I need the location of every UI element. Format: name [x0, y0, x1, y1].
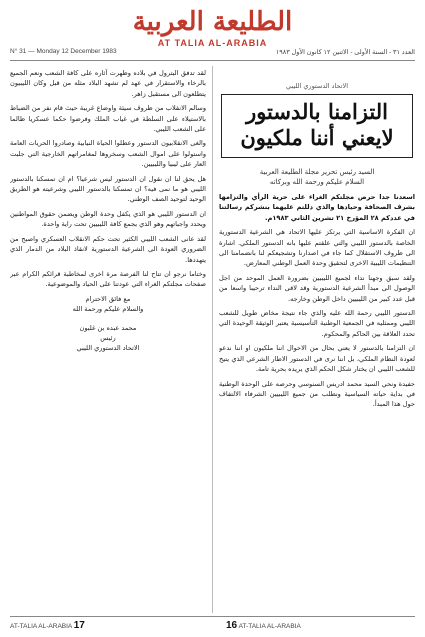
article-paragraph: حفيدة ونحي السيد محمد ادريس السنوسي وحرصه على الوحدة الوطنية في بداية حياته السياسية ونطلب من جميع الليبيين الشرفاء الالتفاف حول هذا المبدأ.: [219, 379, 415, 409]
page-footer: [10, 616, 415, 631]
article-paragraph: هل يحق لنا ان نقول ان الدستور ليس شرعيا؟ ام ان تمسكنا بالدستور الليبي هو ما نمى فيه؟ ان تمسكنا بالدستور الليبي وشرعيته هو الطريق الوحيد لتوحيد الصف الوطني.: [10, 174, 206, 204]
closing-line: والسلام عليكم ورحمة الله: [72, 305, 144, 314]
letter-greeting: السيد رئيس تحرير مجلة الطليعة العربية: [259, 168, 375, 176]
footer-left-name: AT-TALIA AL-ARABIA: [10, 623, 72, 630]
left-column: [10, 68, 206, 611]
article-paragraph: الدستور الليبي رحمة الله عليه والذي جاء نتيجة مخاض طويل للشعب الليبي وممثليه في الجمعية الوطنية التأسيسية يعتبر الوثيقة الوحيدة التي تحدد العلاقة بين الحاكم والمحكوم.: [219, 309, 415, 338]
issue-info-english: N° 31 — Monday 12 December 1983: [10, 48, 117, 55]
signature-title: رئيس: [100, 333, 116, 342]
masthead-logo-arabic: الطليعة العربية: [132, 7, 293, 37]
issue-line: [10, 48, 415, 61]
headline-line-1: التزامنا بالدستور: [246, 99, 388, 124]
article-paragraph: ولقد سبق وجهنا نداء لجميع الليبيين بضرورة العمل الموحد من اجل الوصول الى مبدأ الشرعية الدستورية وقد لاقى النداء ترحيبا واسعا من قبل عدد كبير من الليبيين داخل الوطن وخارجه.: [219, 273, 415, 303]
right-column: [219, 68, 415, 611]
article-paragraph: ان التزامنا بالدستور لا يعني بحال من الاحوال اننا ملكيون او اننا ندعو لعودة النظام الملكي، بل اننا نرى في الدستور الاطار الشرعي الذي يتيح للشعب الليبي ان يختار شكل الحكم الذي يريده بحرية تامة.: [219, 344, 415, 374]
masthead-logo-english: AT TALIA AL-ARABIA: [157, 38, 268, 48]
signature-block: [10, 323, 206, 354]
column-divider: [212, 66, 213, 613]
article-paragraph: ان الفكرة الاساسية التي يرتكز عليها الاتحاد هي الشرعية الدستورية الخاصة بالدستور الليبي والتي علقتم عليها بانه الدستور الملكي. اشارة الى ظروف الاستقلال كما جاء في اصدارنا وتشجيعكم لنا بانضمامنا الى التنظيمات الليبية الاخرى لتحقيق وحدة العمل الوطني المعارض.: [219, 228, 415, 268]
signature-name: محمد عبده بن غلبون: [79, 323, 137, 332]
footer-right-name: AT-TALIA AL-ARABIA: [238, 623, 301, 630]
article-paragraph: لقد عانى الشعب الليبي الكثير تحت حكم الانقلاب العسكري واصبح من الضروري العودة الى الشرعية الدستورية لانقاذ البلاد من الدمار الذي يتهددها.: [10, 234, 206, 264]
letter-salutation: السلام عليكم ورحمة الله وبركاته: [269, 178, 365, 186]
masthead: [0, 8, 425, 48]
article-paragraph: ان الدستور الليبي هو الذي يكفل وحدة الوطن ويضمن حقوق المواطنين ويحدد واجباتهم وهو الذي يجمع كافة الليبيين تحت راية واحدة.: [10, 209, 206, 229]
article-paragraph: وختاما نرجو ان تتاح لنا الفرصة مرة اخرى لمخاطبة قرائكم الكرام عبر صفحات مجلتكم الغراء التي عودتنا على الحياد والموضوعية.: [10, 269, 206, 289]
article-paragraph: اسعدنا جدا حرص مجلتكم الغراء على حرية الرأي والتزامها بشرف الصحافة وحيادها والذي دللتم عليهما بنشركم رسالتنا في عددكم ٢٨ المؤرخ ٢١ تشرين الثاني ١٩٨٣م.: [219, 193, 415, 222]
headline-line-2: لايعني أننا ملكيون: [240, 125, 394, 150]
article-paragraph: والغى الانقلابيون الدستور وعطلوا الحياة النيابية وصادروا الحريات العامة واستولوا على اموال الشعب وسخروها لمغامراتهم الخارجية التي جلبت العار على ليبيا والليبيين.: [10, 139, 206, 169]
article-paragraph: وسالم الانقلاب من ظروف سيئة واوضاع غريبة حيث قام نفر من الضباط بالاستيلاء على السلطة في غياب الملك وفرضوا حكما عسكريا ظالما على الشعب الليبي.: [10, 104, 206, 134]
closing-line: مع فائق الاحترام: [85, 294, 131, 303]
article-paragraph: لقد تدفق البترول في بلاده وظهرت آثاره على كافة الشعب ونعم الجميع بالرخاء والاستقرار في عهد لم تشهد البلاد مثله من قبل وكان الليبيون يتطلعون الى مستقبل زاهر.: [10, 69, 206, 98]
footer-right-page-number: 16: [226, 620, 238, 631]
footer-left-page-number: 17: [73, 620, 85, 631]
footer-right: [226, 620, 301, 631]
signature-org: الاتحاد الدستوري الليبي: [76, 344, 140, 353]
headline-box: [221, 94, 413, 158]
issue-info-arabic: العدد ٣١ - السنة الأولى - الاثنين ١٢ كانون الأول ١٩٨٣: [275, 49, 415, 56]
section-label: الاتحاد الدستوري الليبي: [286, 82, 348, 90]
footer-left: [10, 620, 85, 631]
